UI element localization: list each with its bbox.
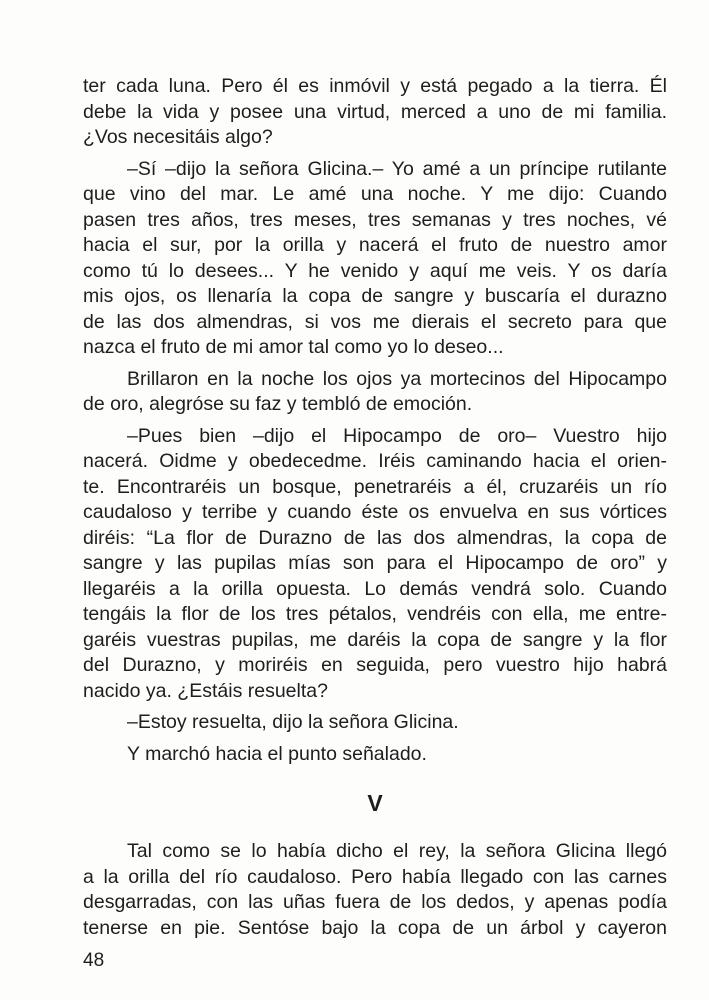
text-line: del Durazno, y moriréis en seguida, pero vuestro hijo habrá bbox=[83, 654, 667, 676]
text-line: pasen tres años, tres meses, tres semanas y tres noches, vé bbox=[83, 208, 667, 231]
text-line: llegaréis a la orilla opuesta. Lo demás vendrá solo. Cuando bbox=[83, 577, 667, 600]
text-line: –Pues bien –dijo el Hipocampo de oro– Vuestro hijo bbox=[127, 424, 667, 447]
text-line: nacerá. Oidme y obedecedme. Iréis caminando hacia el orien- bbox=[83, 450, 667, 472]
text-line: mis ojos, os llenaría la copa de sangre y buscaría el durazno bbox=[83, 285, 667, 307]
text-line: tengáis la flor de los tres pétalos, vendréis con ella, me entre- bbox=[83, 603, 667, 625]
paragraph-6 bbox=[83, 742, 667, 768]
text-line: ter cada luna. Pero él es inmóvil y está pegado a la tierra. Él bbox=[83, 75, 667, 97]
text-line: que vino del mar. Le amé una noche. Y me dijo: Cuando bbox=[83, 183, 667, 205]
page-body bbox=[83, 74, 667, 947]
paragraph-4 bbox=[83, 424, 667, 705]
paragraph-3 bbox=[83, 367, 667, 418]
text-line: te. Encontraréis un bosque, penetraréis a él, cruzaréis un río bbox=[83, 475, 667, 498]
text-line: a la orilla del río caudaloso. Pero había llegado con las carnes bbox=[83, 865, 667, 888]
paragraph-2 bbox=[83, 157, 667, 361]
text-line: sangre y las pupilas mías son para el Hipocampo de oro” y bbox=[83, 552, 667, 574]
text-line: debe la vida y posee una virtud, merced a uno de mi familia. bbox=[83, 100, 667, 123]
text-line: –Estoy resuelta, dijo la señora Glicina. bbox=[127, 711, 459, 733]
paragraph-7 bbox=[83, 839, 667, 941]
text-line: –Sí –dijo la señora Glicina.– Yo amé a un príncipe rutilante bbox=[127, 157, 667, 180]
text-line: garéis vuestras pupilas, me daréis la copa de sangre y la flor bbox=[83, 628, 667, 651]
chapter-heading: V bbox=[367, 790, 383, 816]
text-line: ¿Vos necesitáis algo? bbox=[83, 126, 273, 148]
text-line: Brillaron en la noche los ojos ya mortecinos del Hipocampo bbox=[127, 367, 667, 390]
text-line: caudaloso y terribe y cuando éste os envuelva en sus vórtices bbox=[83, 501, 667, 523]
text-line: hacia el sur, por la orilla y nacerá el fruto de nuestro amor bbox=[83, 234, 667, 256]
text-line: de oro, alegróse su faz y tembló de emoción. bbox=[83, 393, 473, 415]
paragraph-1 bbox=[83, 74, 667, 151]
text-line: diréis: “La flor de Durazno de las dos almendras, la copa de bbox=[83, 526, 667, 549]
paragraph-5 bbox=[83, 710, 667, 736]
text-line: de las dos almendras, si vos me dierais el secreto para que bbox=[83, 310, 667, 333]
text-line: tenerse en pie. Sentóse bajo la copa de un árbol y cayeron bbox=[83, 916, 667, 939]
text-line: desgarradas, con las uñas fuera de los dedos, y apenas podía bbox=[83, 891, 667, 913]
text-line: Y marchó hacia el punto señalado. bbox=[127, 742, 427, 765]
page-number: 48 bbox=[83, 950, 105, 971]
text-line: como tú lo desees... Y he venido y aquí me veis. Y os daría bbox=[83, 259, 667, 282]
text-line: nazca el fruto de mi amor tal como yo lo deseo... bbox=[83, 336, 504, 358]
text-line: nacido ya. ¿Estáis resuelta? bbox=[83, 679, 328, 702]
text-line: Tal como se lo había dicho el rey, la señora Glicina llegó bbox=[127, 840, 667, 862]
